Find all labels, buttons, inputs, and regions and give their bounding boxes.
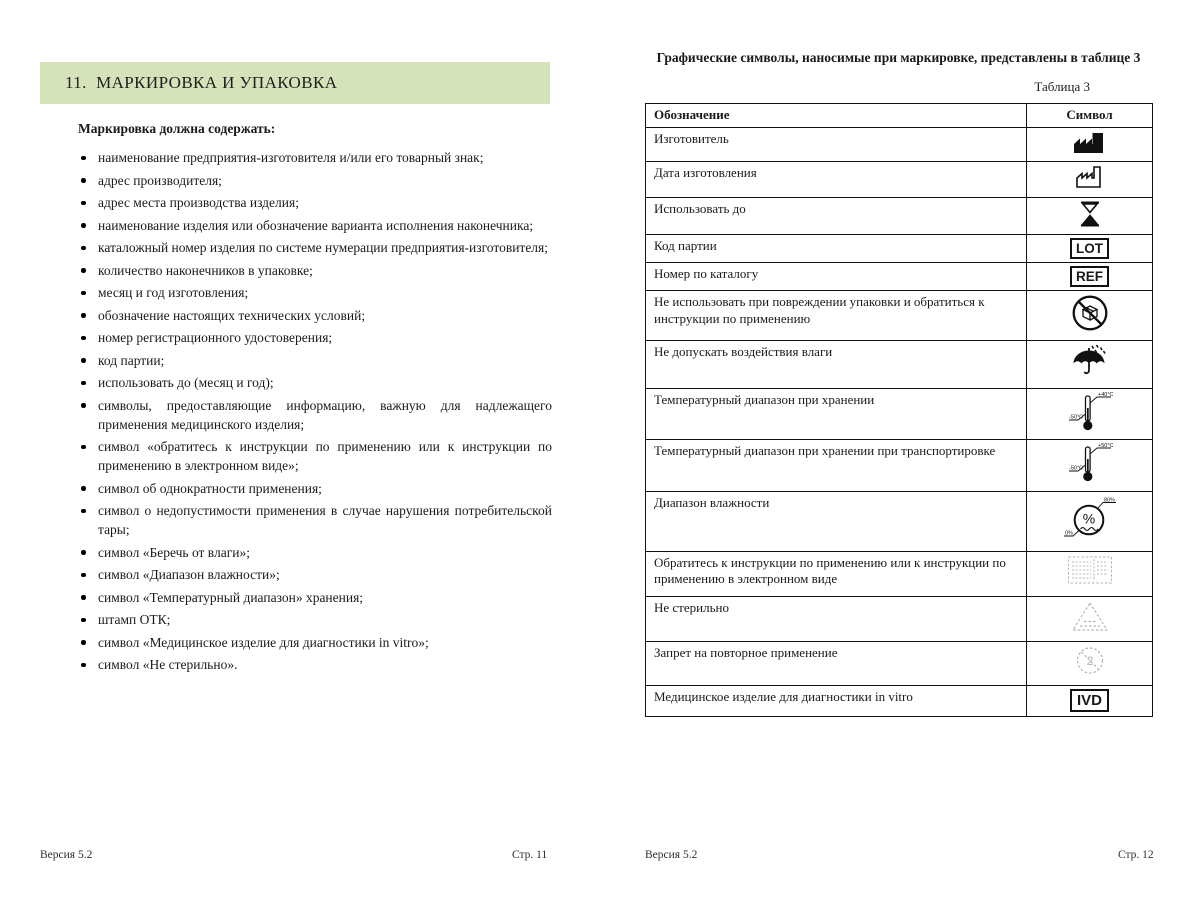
table-row bbox=[646, 491, 1153, 551]
svg-text:80%: 80% bbox=[1103, 497, 1115, 503]
svg-text:-50°C: -50°C bbox=[1068, 414, 1083, 420]
ivd-symbol: IVD bbox=[1070, 689, 1109, 712]
list-item: символ о недопустимости применения в случае нарушения потребительской тары; bbox=[78, 501, 552, 539]
list-item: символ «Медицинское изделие для диагностики in vitro»; bbox=[78, 633, 552, 652]
svg-text:+40°C: +40°C bbox=[1097, 391, 1113, 398]
list-item: номер регистрационного удостоверения; bbox=[78, 328, 552, 347]
do-not-use-if-damaged-icon bbox=[1071, 294, 1109, 332]
list-item: каталожный номер изделия по системе нумерации предприятия-изготовителя; bbox=[78, 238, 552, 257]
symbols-table bbox=[645, 103, 1153, 717]
row-label: Использовать до bbox=[646, 197, 1027, 235]
row-label: Код партии bbox=[646, 235, 1027, 263]
row-label: Медицинское изделие для диагностики in vitro bbox=[646, 685, 1027, 716]
row-label: Изготовитель bbox=[646, 127, 1027, 162]
list-item: символ «Не стерильно». bbox=[78, 655, 552, 674]
table-row bbox=[646, 263, 1153, 291]
list-item: месяц и год изготовления; bbox=[78, 283, 552, 302]
use-by-date-hourglass-icon bbox=[1079, 201, 1101, 227]
table-caption: Таблица 3 bbox=[1034, 79, 1090, 94]
row-label: Запрет на повторное применение bbox=[646, 642, 1027, 686]
table-row bbox=[646, 440, 1153, 492]
ref-symbol: REF bbox=[1070, 266, 1109, 287]
consult-instructions-icon bbox=[1067, 555, 1113, 585]
table-row bbox=[646, 162, 1153, 198]
list-item: код партии; bbox=[78, 351, 552, 370]
humidity-limitation-icon bbox=[1063, 495, 1117, 541]
svg-text:+50°C: +50°C bbox=[1097, 443, 1113, 449]
table-row bbox=[646, 551, 1153, 596]
row-label: Дата изготовления bbox=[646, 162, 1027, 198]
table-row bbox=[646, 235, 1153, 263]
left-page-number: Стр. 11 bbox=[512, 849, 548, 861]
list-item: штамп ОТК; bbox=[78, 610, 552, 629]
row-label: Не использовать при повреждении упаковки и обратиться к инструкции по применению bbox=[646, 291, 1027, 341]
list-item: обозначение настоящих технических условий; bbox=[78, 306, 552, 325]
row-label: Не допускать воздействия влаги bbox=[646, 340, 1027, 388]
row-label: Температурный диапазон при хранении bbox=[646, 388, 1027, 440]
list-item: использовать до (месяц и год); bbox=[78, 373, 552, 392]
transport-temperature-limit-icon bbox=[1067, 443, 1113, 483]
section-header-bar bbox=[40, 62, 550, 104]
left-page-version: Версия 5.2 bbox=[40, 849, 93, 861]
lot-symbol: LOT bbox=[1070, 238, 1109, 259]
marking-bullet-list bbox=[78, 148, 552, 678]
list-item: символ «обратитесь к инструкции по применению или к инструкции по применению в электронном виде»; bbox=[78, 437, 552, 475]
list-item: символ «Диапазон влажности»; bbox=[78, 565, 552, 584]
row-label: Диапазон влажности bbox=[646, 491, 1027, 551]
svg-text:-50°C: -50°C bbox=[1068, 465, 1083, 472]
column-header-symbol: Символ bbox=[1027, 104, 1153, 128]
svg-text:2: 2 bbox=[1086, 654, 1093, 668]
svg-text:0%: 0% bbox=[1064, 530, 1073, 536]
symbols-table-title: Графические символы, наносимые при маркировке, представлены в таблице 3 bbox=[656, 50, 1141, 65]
list-item: символ об однократности применения; bbox=[78, 479, 552, 498]
list-item: наименование предприятия-изготовителя и/или его товарный знак; bbox=[78, 148, 552, 167]
right-page-version: Версия 5.2 bbox=[645, 849, 698, 861]
column-header-designation: Обозначение bbox=[646, 104, 1027, 128]
list-item: символы, предоставляющие информацию, важную для надлежащего применения медицинского изделия; bbox=[78, 396, 552, 434]
table-row bbox=[646, 596, 1153, 642]
section-header-title: 11. МАРКИРОВКА И УПАКОВКА bbox=[65, 73, 338, 92]
list-item: наименование изделия или обозначение варианта исполнения наконечника; bbox=[78, 216, 552, 235]
table-row bbox=[646, 127, 1153, 162]
date-of-manufacture-icon bbox=[1075, 165, 1105, 189]
row-label: Не стерильно bbox=[646, 596, 1027, 642]
table-row bbox=[646, 642, 1153, 686]
list-item: количество наконечников в упаковке; bbox=[78, 261, 552, 280]
svg-text:%: % bbox=[1082, 510, 1095, 526]
table-row bbox=[646, 685, 1153, 716]
list-item: символ «Температурный диапазон» хранения; bbox=[78, 588, 552, 607]
right-page-number: Стр. 12 bbox=[1118, 849, 1154, 861]
marking-intro-text: Маркировка должна содержать: bbox=[78, 121, 276, 136]
do-not-reuse-icon bbox=[1073, 645, 1107, 677]
manufacturer-icon bbox=[1072, 131, 1108, 154]
table-row bbox=[646, 388, 1153, 440]
storage-temperature-limit-icon bbox=[1067, 392, 1113, 432]
table-row bbox=[646, 197, 1153, 235]
list-item: адрес места производства изделия; bbox=[78, 193, 552, 212]
row-label: Обратитесь к инструкции по применению или к инструкции по применению в электронном виде bbox=[646, 551, 1027, 596]
table-header-row bbox=[646, 104, 1153, 128]
table-row bbox=[646, 291, 1153, 341]
non-sterile-icon bbox=[1070, 600, 1110, 634]
row-label: Температурный диапазон при хранении при транспортировке bbox=[646, 440, 1027, 492]
list-item: символ «Беречь от влаги»; bbox=[78, 543, 552, 562]
row-label: Номер по каталогу bbox=[646, 263, 1027, 291]
table-row bbox=[646, 340, 1153, 388]
list-item: адрес производителя; bbox=[78, 171, 552, 190]
keep-dry-umbrella-icon bbox=[1070, 344, 1110, 378]
